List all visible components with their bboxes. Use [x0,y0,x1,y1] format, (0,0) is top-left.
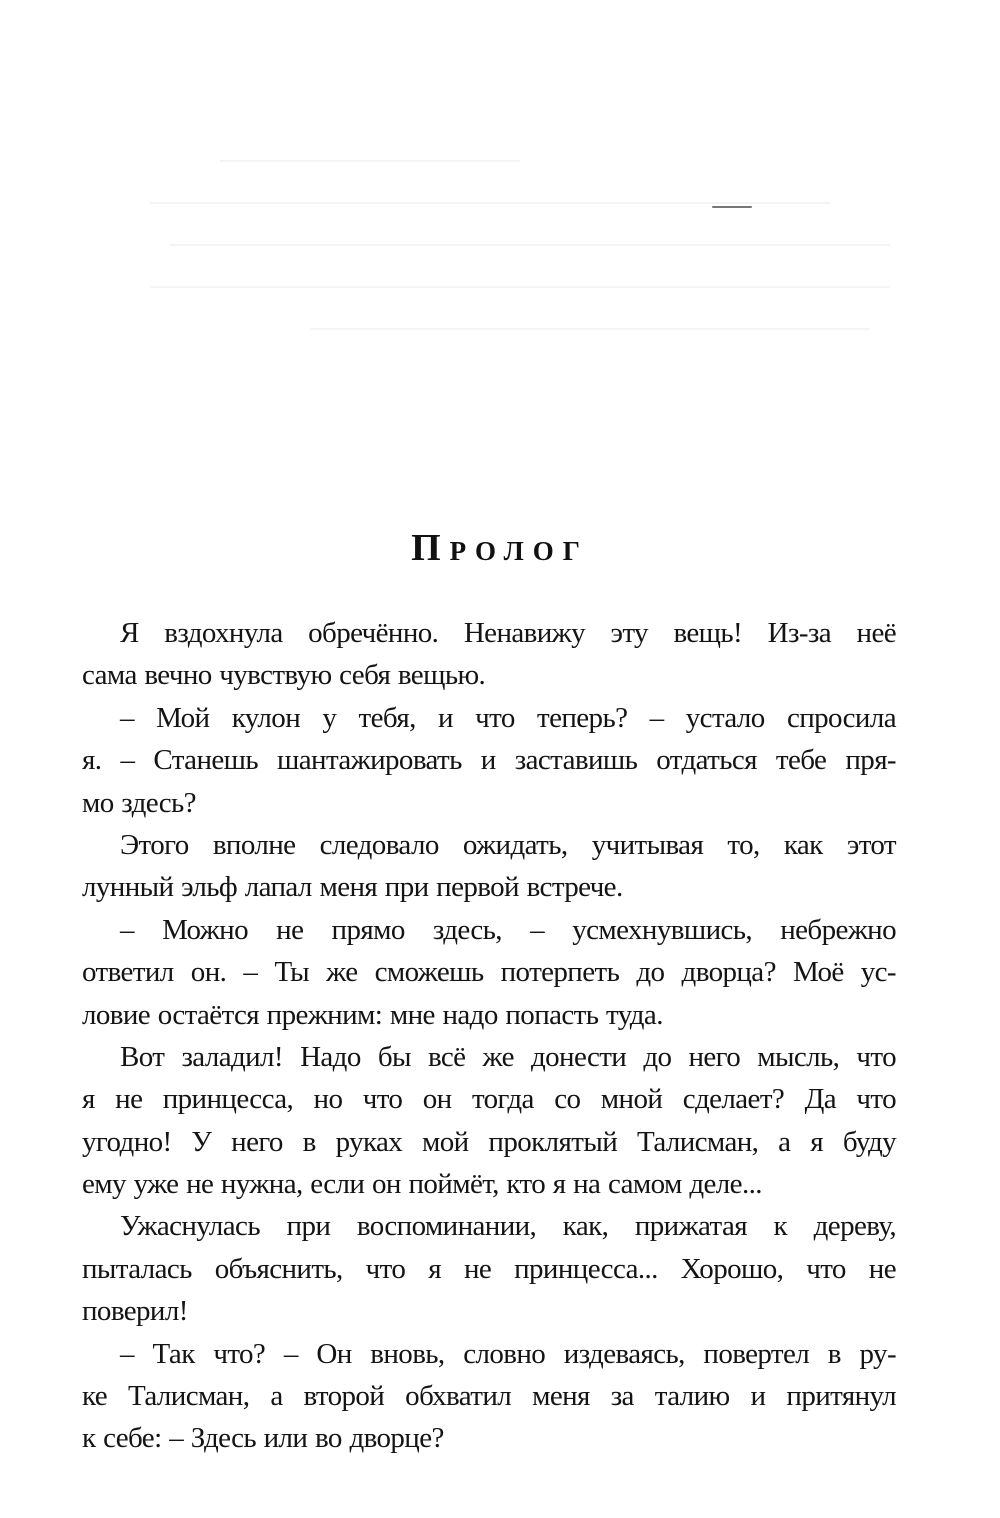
paragraph [82,1205,896,1332]
text-line: я. – Станешь шантажировать и заставишь отдаться тебе пря- [82,744,896,777]
body-text [82,612,896,1460]
paragraph [82,1036,896,1206]
text-line: ответил он. – Ты же сможешь потерпеть до дворца? Моё ус- [82,956,896,989]
text-line: Этого вполне следовало ожидать, учитывая то, как этот [120,828,896,861]
text-line: угодно! У него в руках мой проклятый Талисман, а я буду [82,1125,896,1158]
text-line: – Можно не прямо здесь, – усмехнувшись, небрежно [120,913,896,946]
text-line: пыталась объяснить, что я не принцесса... Хорошо, что не [82,1252,896,1285]
text-line: Я вздохнула обречённо. Ненавижу эту вещь! Из-за неё [120,617,896,649]
text-line: мо здесь? [82,786,196,819]
text-line: Вот заладил! Надо бы всё же донести до него мысль, что [120,1040,896,1073]
paragraph [82,697,896,824]
text-line: к себе: – Здесь или во дворце? [82,1422,444,1455]
paragraph [82,909,896,1036]
text-line: поверил! [82,1295,188,1328]
text-line: Ужаснулась при воспоминании, как, прижатая к дереву, [120,1210,896,1243]
text-line: ему уже не нужна, если он поймёт, кто я на самом деле... [82,1168,762,1201]
text-line: я не принцесса, но что он тогда со мной сделает? Да что [82,1083,896,1116]
text-line: лунный эльф лапал меня при первой встрече. [82,871,623,904]
text-line: ке Талисман, а второй обхватил меня за талию и притянул [82,1380,896,1413]
paragraph [82,1333,896,1460]
paragraph [82,612,896,697]
text-line: – Мой кулон у тебя, и что теперь? – устало спросила [120,701,896,734]
text-line: – Так что? – Он вновь, словно издеваясь, повертел в ру- [120,1337,896,1370]
reverse-page-bleed-through [90,60,910,360]
scan-speck [712,206,752,208]
text-line: ловие остаётся прежним: мне надо попасть туда. [82,998,663,1031]
chapter-title: Пролог [411,527,589,569]
paragraph [82,824,896,909]
text-line: сама вечно чувствую себя вещью. [82,659,486,692]
